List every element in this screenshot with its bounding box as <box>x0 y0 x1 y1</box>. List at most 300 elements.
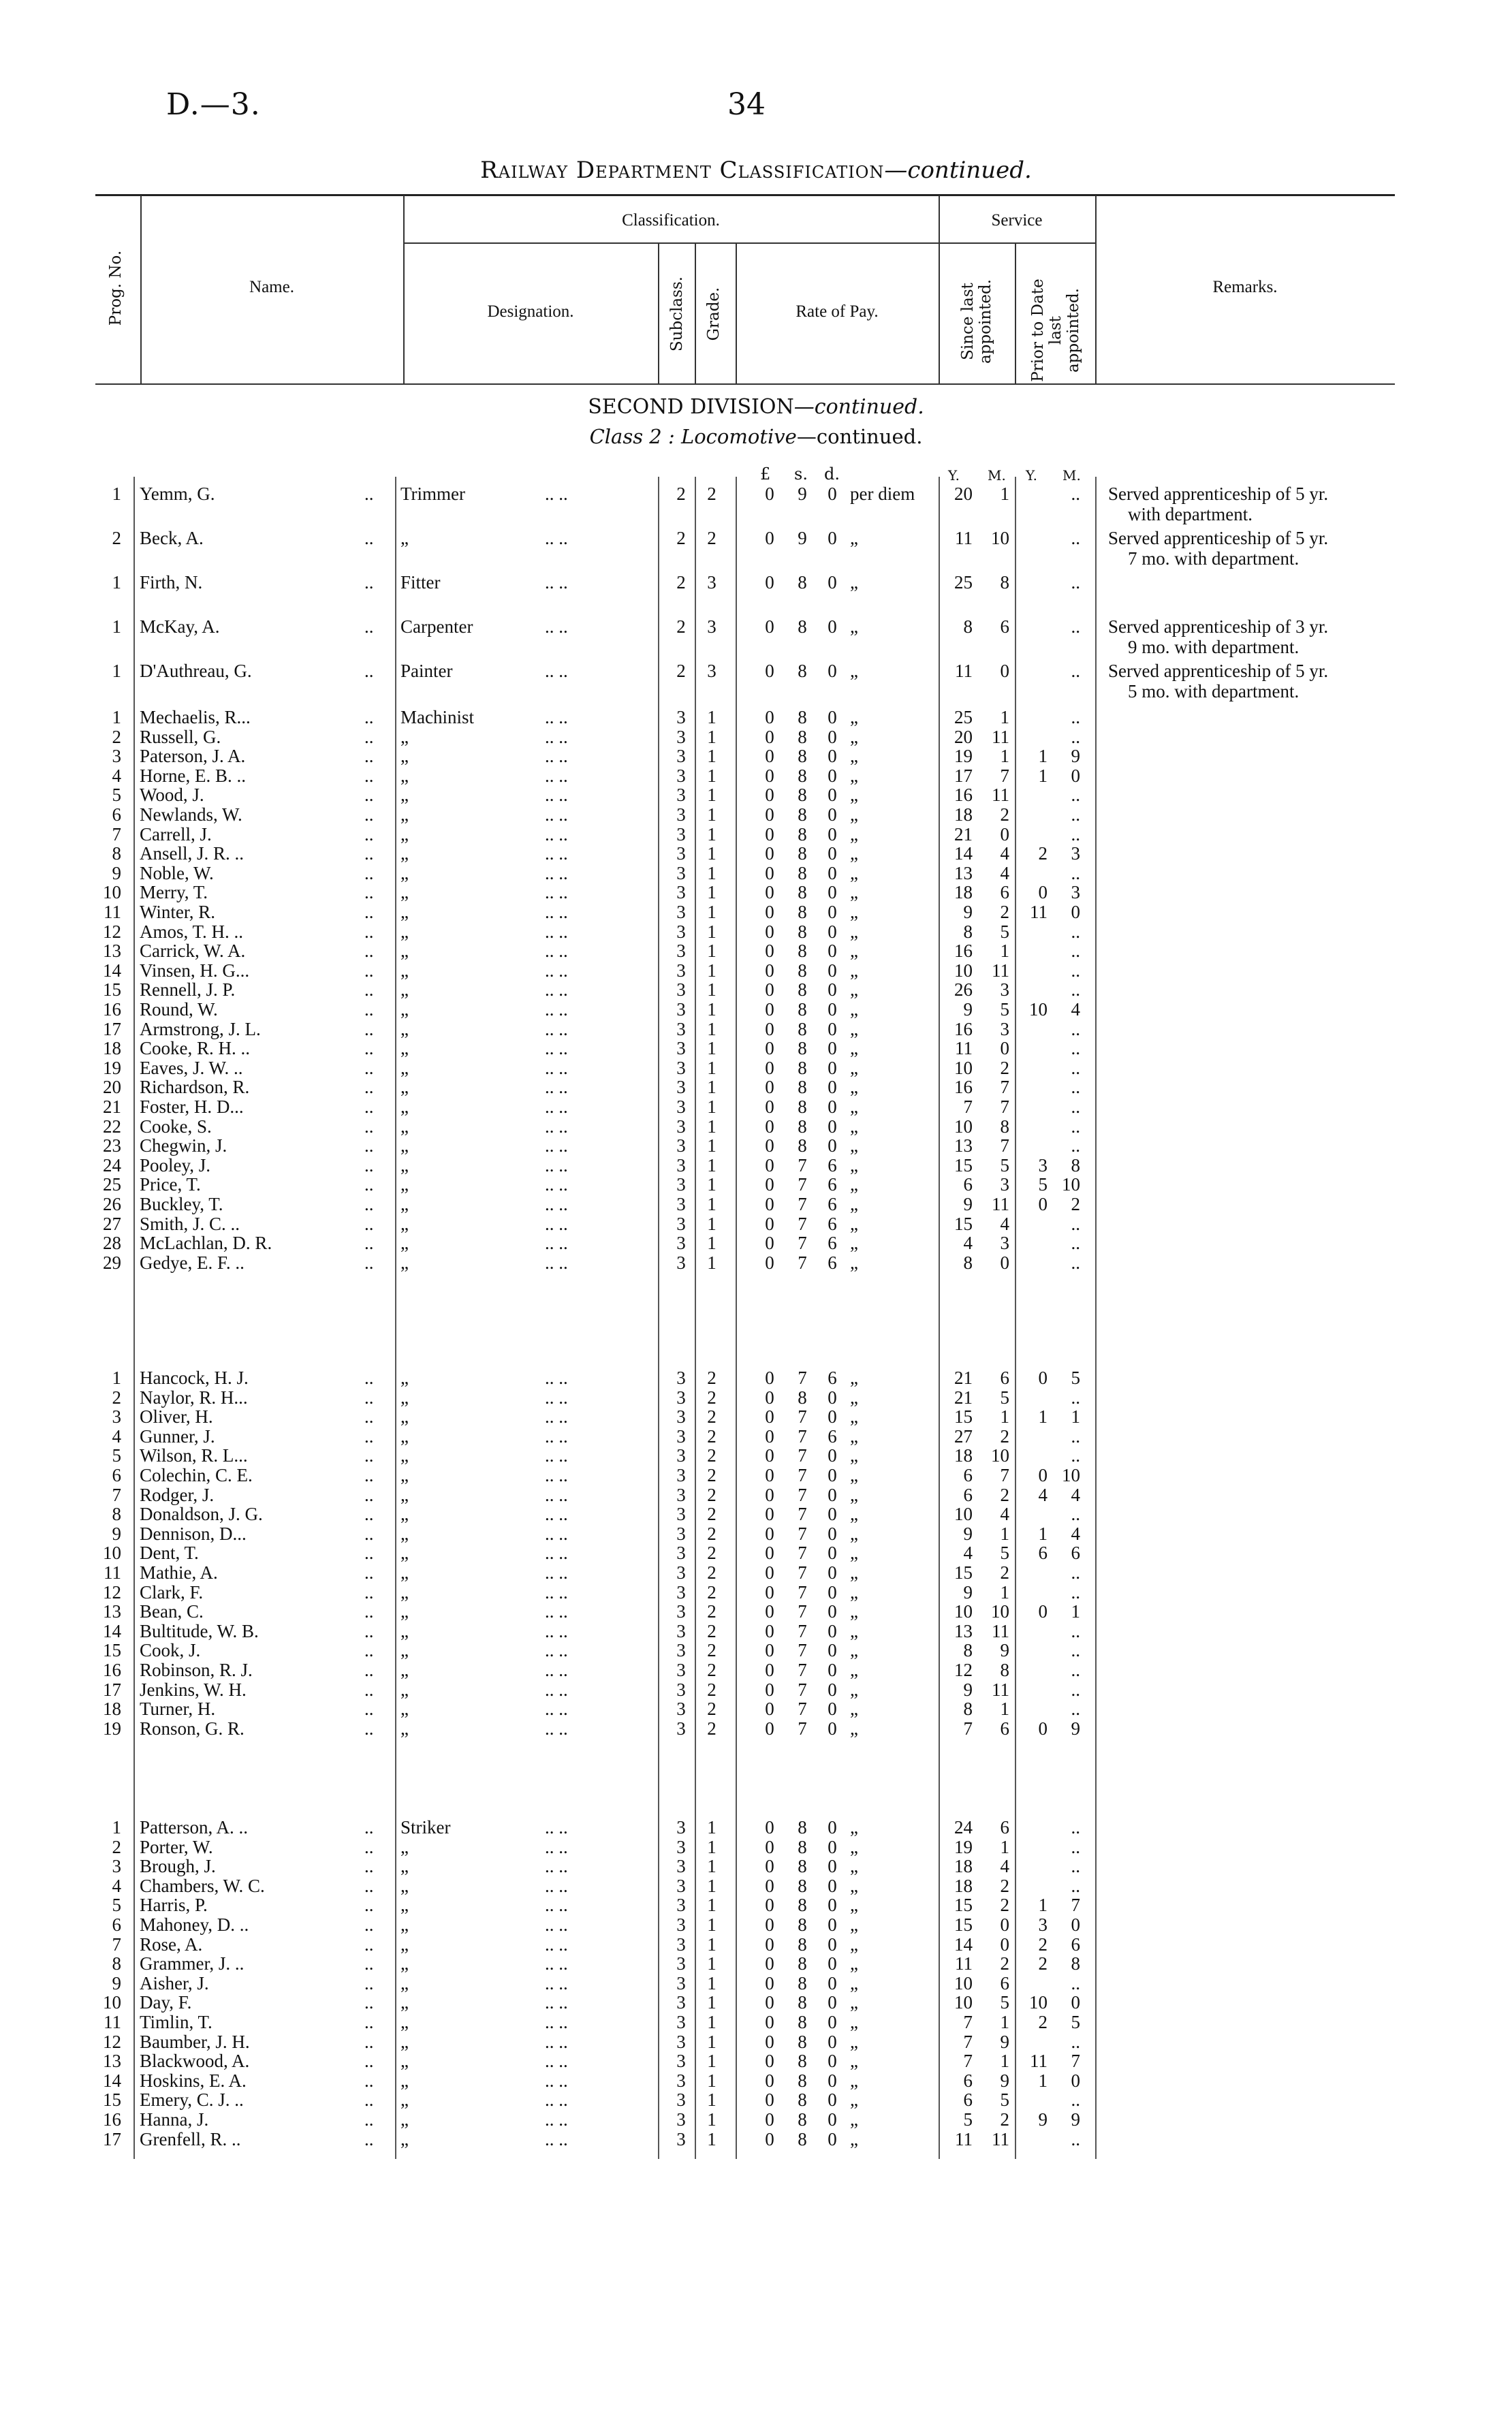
cell-since-years: 16 <box>954 785 973 806</box>
cell-name: Brough, J. <box>140 1856 216 1877</box>
leader-dots: .. <box>364 1057 374 1078</box>
cell-prog-no: 7 <box>112 1934 121 1955</box>
cell-grade: 1 <box>707 1856 716 1877</box>
cell-pay-unit: „ <box>850 1601 858 1622</box>
cell-since-months: 11 <box>992 1679 1009 1700</box>
cell-since-months: 11 <box>992 960 1009 981</box>
cell-prior-years: 3 <box>1038 1914 1048 1935</box>
leader-dots: .. <box>364 823 374 845</box>
cell-prior-months: .. <box>1071 1038 1080 1059</box>
cell-prior-years: 10 <box>1029 1992 1048 2013</box>
cell-prior-months: 9 <box>1071 746 1080 767</box>
cell-subclass: 3 <box>676 1699 686 1720</box>
leader-dots: .. .. <box>545 2070 568 2091</box>
table-row <box>0 1934 1512 1955</box>
cell-remarks: Served apprenticeship of 5 yr. <box>1108 484 1329 504</box>
cell-pay-pounds: 0 <box>765 2031 774 2052</box>
table-row <box>0 1895 1512 1916</box>
leader-dots: .. <box>364 1038 374 1059</box>
cell-prior-months: .. <box>1071 726 1080 747</box>
cell-subclass: 3 <box>676 1581 686 1603</box>
cell-grade: 2 <box>707 1504 716 1525</box>
cell-name: Blackwood, A. <box>140 2051 250 2072</box>
cell-name: Bultitude, W. B. <box>140 1620 259 1641</box>
leader-dots: .. <box>364 2031 374 2052</box>
cell-grade: 1 <box>707 862 716 883</box>
cell-pay-pence: 0 <box>828 1699 837 1720</box>
cell-prior-months: 4 <box>1071 999 1080 1020</box>
cell-remarks: Served apprenticeship of 3 yr. <box>1108 616 1329 637</box>
cell-pay-pence: 0 <box>828 1387 837 1408</box>
leader-dots: .. <box>364 1640 374 1661</box>
cell-since-months: 1 <box>1000 1523 1009 1544</box>
leader-dots: .. .. <box>545 1484 568 1505</box>
table-row <box>0 1582 1512 1603</box>
leader-dots: .. .. <box>545 1562 568 1583</box>
cell-prior-years: 0 <box>1038 1465 1048 1485</box>
cell-grade: 2 <box>707 1679 716 1700</box>
cell-name: Armstrong, J. L. <box>140 1018 261 1039</box>
cell-since-years: 18 <box>954 882 973 903</box>
cell-grade: 1 <box>707 707 716 727</box>
table-row <box>0 1233 1512 1254</box>
cell-pay-pounds: 0 <box>765 1445 774 1466</box>
cell-prior-years: 1 <box>1038 2070 1048 2091</box>
leader-dots: .. .. <box>545 1194 568 1214</box>
cell-since-years: 7 <box>963 2031 973 2052</box>
cell-designation: „ <box>400 1875 409 1896</box>
cell-pay-unit: „ <box>850 960 858 981</box>
leader-dots: .. .. <box>545 1406 568 1428</box>
cell-prior-months: .. <box>1071 1135 1080 1156</box>
cell-since-years: 7 <box>963 1718 973 1739</box>
cell-pay-pounds: 0 <box>765 484 774 504</box>
cell-prog-no: 24 <box>103 1154 121 1176</box>
leader-dots: .. .. <box>545 1425 568 1447</box>
table-row <box>0 616 1512 637</box>
cell-pay-shillings: 8 <box>798 823 807 845</box>
cell-pay-pence: 0 <box>828 1562 837 1583</box>
header-designation: Designation. <box>487 302 574 321</box>
cell-prog-no: 11 <box>104 902 121 922</box>
cell-since-months: 9 <box>1000 2031 1009 2052</box>
cell-prog-no: 15 <box>103 979 121 1000</box>
cell-since-years: 27 <box>954 1425 973 1447</box>
cell-pay-unit: „ <box>850 528 858 548</box>
leader-dots: .. <box>364 1523 374 1544</box>
cell-designation: Carpenter <box>400 616 473 637</box>
cell-since-months: 1 <box>1000 707 1009 727</box>
cell-grade: 2 <box>707 1562 716 1583</box>
leader-dots: .. .. <box>545 1718 568 1739</box>
cell-subclass: 3 <box>676 960 686 981</box>
leader-dots: .. .. <box>545 1601 568 1622</box>
cell-subclass: 3 <box>676 999 686 1020</box>
cell-pay-pounds: 0 <box>765 1097 774 1117</box>
cell-pay-shillings: 9 <box>798 484 807 504</box>
cell-pay-pounds: 0 <box>765 707 774 727</box>
cell-since-years: 25 <box>954 572 973 593</box>
cell-since-years: 8 <box>963 1699 973 1720</box>
cell-since-months: 10 <box>991 1445 1009 1466</box>
cell-pay-shillings: 8 <box>798 2012 807 2032</box>
cell-prog-no: 26 <box>103 1194 121 1214</box>
cell-pay-shillings: 7 <box>798 1581 807 1603</box>
cell-prog-no: 15 <box>103 2089 121 2111</box>
cell-designation: „ <box>400 1992 409 2013</box>
cell-designation: „ <box>400 2012 409 2032</box>
cell-pay-pounds: 0 <box>765 2012 774 2032</box>
cell-prior-months: 7 <box>1071 2051 1080 2072</box>
cell-since-years: 11 <box>955 528 973 548</box>
unit-years-prior: Y. <box>1026 467 1037 484</box>
cell-name: McLachlan, D. R. <box>140 1233 272 1254</box>
cell-pay-pence: 0 <box>828 707 837 727</box>
leader-dots: .. .. <box>545 1953 568 1974</box>
division-title: SECOND DIVISION <box>588 395 794 419</box>
cell-since-years: 11 <box>955 1038 973 1059</box>
table-row <box>0 1543 1512 1564</box>
cell-subclass: 3 <box>676 1135 686 1156</box>
cell-pay-pence: 0 <box>828 2012 837 2032</box>
cell-prog-no: 11 <box>104 1562 121 1583</box>
cell-pay-pounds: 0 <box>765 1368 774 1388</box>
cell-pay-unit: „ <box>850 1018 858 1039</box>
cell-name: Yemm, G. <box>140 484 215 504</box>
cell-name: Colechin, C. E. <box>140 1465 253 1485</box>
cell-designation: „ <box>400 979 409 1000</box>
cell-pay-shillings: 7 <box>798 1368 807 1388</box>
cell-name: Carrell, J. <box>140 823 212 845</box>
table-row <box>0 1992 1512 2013</box>
cell-name: Price, T. <box>140 1174 201 1195</box>
cell-designation: „ <box>400 785 409 806</box>
leader-dots: .. .. <box>545 1972 568 1993</box>
cell-since-years: 7 <box>963 2012 973 2032</box>
leader-dots: .. .. <box>545 921 568 942</box>
cell-since-months: 11 <box>992 785 1009 806</box>
cell-pay-pounds: 0 <box>765 1504 774 1525</box>
cell-prior-months: 0 <box>1071 1914 1080 1935</box>
cell-prior-months: .. <box>1071 1504 1080 1525</box>
cell-since-years: 15 <box>954 1406 973 1428</box>
cell-pay-unit: „ <box>850 1699 858 1720</box>
cell-since-years: 11 <box>955 661 973 681</box>
cell-grade: 1 <box>707 1174 716 1195</box>
cell-pay-unit: „ <box>850 1953 858 1974</box>
cell-remarks: Served apprenticeship of 5 yr. <box>1108 528 1329 548</box>
cell-since-years: 15 <box>954 1562 973 1583</box>
cell-name: Turner, H. <box>140 1699 216 1720</box>
cell-prior-months: .. <box>1071 572 1080 593</box>
cell-prior-months: .. <box>1071 1699 1080 1720</box>
leader-dots: .. .. <box>545 785 568 806</box>
leader-dots: .. .. <box>545 1914 568 1935</box>
cell-pay-pounds: 0 <box>765 1252 774 1273</box>
cell-pay-pence: 0 <box>828 823 837 845</box>
table-row <box>0 785 1512 806</box>
cell-subclass: 3 <box>676 1523 686 1544</box>
cell-designation: „ <box>400 1543 409 1564</box>
cell-name: Grenfell, R. .. <box>140 2128 241 2149</box>
cell-pay-pence: 0 <box>828 1523 837 1544</box>
cell-pay-shillings: 8 <box>798 1817 807 1838</box>
cell-subclass: 3 <box>676 1213 686 1234</box>
cell-prog-no: 2 <box>112 1836 121 1857</box>
cell-pay-pounds: 0 <box>765 1233 774 1254</box>
leader-dots: .. .. <box>545 1581 568 1603</box>
cell-since-years: 17 <box>954 765 973 786</box>
cell-pay-pounds: 0 <box>765 1718 774 1739</box>
cell-designation: „ <box>400 2070 409 2091</box>
leader-dots: .. .. <box>545 823 568 845</box>
cell-pay-unit: „ <box>850 1523 858 1544</box>
leader-dots: .. .. <box>545 902 568 922</box>
cell-name: Donaldson, J. G. <box>140 1504 263 1525</box>
cell-since-months: 2 <box>1000 2109 1009 2130</box>
leader-dots: .. <box>364 1154 374 1176</box>
cell-designation: „ <box>400 999 409 1020</box>
cell-subclass: 3 <box>676 1718 686 1739</box>
cell-since-months: 8 <box>1000 1660 1009 1680</box>
cell-grade: 1 <box>707 1194 716 1214</box>
cell-remarks-continued: 9 mo. with department. <box>1128 637 1300 657</box>
cell-prog-no: 28 <box>103 1233 121 1254</box>
cell-prior-months: 10 <box>1062 1174 1080 1195</box>
cell-designation: „ <box>400 843 409 864</box>
cell-name: Amos, T. H. .. <box>140 921 244 942</box>
cell-subclass: 3 <box>676 1018 686 1039</box>
cell-since-months: 2 <box>1000 1484 1009 1505</box>
cell-pay-unit: „ <box>850 726 858 747</box>
cell-name: Round, W. <box>140 999 218 1020</box>
cell-prog-no: 8 <box>112 1953 121 1974</box>
cell-since-months: 5 <box>1000 999 1009 1020</box>
leader-dots: .. <box>364 707 374 727</box>
leader-dots: .. <box>364 746 374 767</box>
cell-prior-months: 0 <box>1071 2070 1080 2091</box>
cell-prior-months: .. <box>1071 1817 1080 1838</box>
leader-dots: .. .. <box>545 1699 568 1720</box>
cell-prior-months: .. <box>1071 804 1080 825</box>
leader-dots: .. <box>364 1934 374 1955</box>
leader-dots: .. .. <box>545 1233 568 1254</box>
cell-pay-shillings: 8 <box>798 765 807 786</box>
cell-since-years: 21 <box>954 1387 973 1408</box>
cell-pay-unit: „ <box>850 746 858 767</box>
cell-prog-no: 1 <box>112 661 121 681</box>
table-row <box>0 999 1512 1020</box>
cell-prior-months: .. <box>1071 1875 1080 1896</box>
cell-grade: 1 <box>707 1972 716 1993</box>
cell-subclass: 3 <box>676 2012 686 2032</box>
cell-prog-no: 14 <box>103 2070 121 2091</box>
cell-name: Hancock, H. J. <box>140 1368 249 1388</box>
leader-dots: .. <box>364 921 374 942</box>
cell-grade: 1 <box>707 726 716 747</box>
cell-designation: „ <box>400 1368 409 1388</box>
cell-since-months: 6 <box>1000 1718 1009 1739</box>
cell-pay-pence: 0 <box>828 1817 837 1838</box>
cell-since-months: 5 <box>1000 1387 1009 1408</box>
cell-grade: 1 <box>707 1097 716 1117</box>
cell-pay-pence: 0 <box>828 979 837 1000</box>
cell-pay-unit: „ <box>850 902 858 922</box>
cell-prior-years: 2 <box>1038 843 1048 864</box>
cell-pay-shillings: 8 <box>798 843 807 864</box>
cell-grade: 1 <box>707 2109 716 2130</box>
cell-pay-shillings: 8 <box>798 1057 807 1078</box>
cell-since-years: 24 <box>954 1817 973 1838</box>
cell-subclass: 3 <box>676 1601 686 1622</box>
cell-grade: 1 <box>707 2031 716 2052</box>
cell-prior-months: .. <box>1071 1640 1080 1661</box>
cell-grade: 1 <box>707 1953 716 1974</box>
leader-dots: .. <box>364 1406 374 1428</box>
cell-since-months: 11 <box>992 2128 1009 2149</box>
cell-pay-pence: 0 <box>828 1504 837 1525</box>
cell-pay-pence: 0 <box>828 1465 837 1485</box>
cell-grade: 2 <box>707 1699 716 1720</box>
cell-pay-unit: „ <box>850 862 858 883</box>
table-row <box>0 2089 1512 2111</box>
table-row <box>0 1718 1512 1739</box>
cell-pay-unit: „ <box>850 2012 858 2032</box>
cell-pay-pence: 0 <box>828 1406 837 1428</box>
cell-prog-no: 2 <box>112 528 121 548</box>
cell-designation: „ <box>400 1174 409 1195</box>
cell-since-months: 0 <box>1000 1934 1009 1955</box>
leader-dots: .. .. <box>545 1817 568 1838</box>
cell-name: Jenkins, W. H. <box>140 1679 247 1700</box>
cell-prior-months: .. <box>1071 979 1080 1000</box>
cell-grade: 3 <box>707 616 716 637</box>
leader-dots: .. <box>364 1914 374 1935</box>
cell-pay-unit: „ <box>850 1817 858 1838</box>
leader-dots: .. <box>364 960 374 981</box>
cell-since-months: 2 <box>1000 1425 1009 1447</box>
cell-prior-months: .. <box>1071 862 1080 883</box>
cell-prog-no: 17 <box>103 1679 121 1700</box>
cell-since-months: 1 <box>1000 1836 1009 1857</box>
leader-dots: .. <box>364 1718 374 1739</box>
cell-since-months: 6 <box>1000 1817 1009 1838</box>
cell-prior-years: 0 <box>1038 882 1048 903</box>
cell-pay-pounds: 0 <box>765 616 774 637</box>
cell-grade: 2 <box>707 484 716 504</box>
unit-months: M. <box>988 467 1006 484</box>
cell-pay-pence: 0 <box>828 1097 837 1117</box>
cell-subclass: 3 <box>676 1817 686 1838</box>
cell-prior-years: 1 <box>1038 765 1048 786</box>
cell-pay-pence: 0 <box>828 941 837 962</box>
cell-since-months: 1 <box>1000 941 1009 962</box>
cell-name: Patterson, A. .. <box>140 1817 248 1838</box>
cell-designation: „ <box>400 1387 409 1408</box>
leader-dots: .. <box>364 941 374 962</box>
cell-since-years: 9 <box>963 1523 973 1544</box>
table-row <box>0 727 1512 748</box>
cell-pay-pounds: 0 <box>765 2070 774 2091</box>
cell-since-years: 15 <box>954 1154 973 1176</box>
cell-since-months: 2 <box>1000 1875 1009 1896</box>
cell-since-years: 8 <box>963 1640 973 1661</box>
cell-pay-pounds: 0 <box>765 1135 774 1156</box>
cell-prog-no: 23 <box>103 1135 121 1156</box>
cell-pay-pence: 0 <box>828 1972 837 1993</box>
cell-prior-months: 0 <box>1071 1992 1080 2013</box>
table-row <box>0 1953 1512 1974</box>
cell-pay-unit: „ <box>850 1562 858 1583</box>
table-row <box>0 902 1512 923</box>
leader-dots: .. <box>364 843 374 864</box>
cell-pay-shillings: 8 <box>798 785 807 806</box>
cell-prog-no: 8 <box>112 843 121 864</box>
cell-grade: 2 <box>707 1620 716 1641</box>
table-row <box>0 1155 1512 1176</box>
cell-since-months: 3 <box>1000 979 1009 1000</box>
cell-pay-pounds: 0 <box>765 1018 774 1039</box>
leader-dots: .. .. <box>545 746 568 767</box>
cell-prog-no: 5 <box>112 785 121 806</box>
cell-grade: 1 <box>707 1038 716 1059</box>
header-name: Name. <box>249 278 294 296</box>
cell-grade: 1 <box>707 921 716 942</box>
leader-dots: .. <box>364 1895 374 1916</box>
cell-grade: 1 <box>707 785 716 806</box>
cell-pay-shillings: 7 <box>798 1406 807 1428</box>
cell-name: Porter, W. <box>140 1836 213 1857</box>
cell-pay-unit: „ <box>850 1934 858 1955</box>
cell-pay-unit: „ <box>850 1660 858 1680</box>
cell-prior-months: .. <box>1071 1562 1080 1583</box>
cell-since-years: 21 <box>954 823 973 845</box>
leader-dots: .. <box>364 1679 374 1700</box>
leader-dots: .. <box>364 2089 374 2111</box>
cell-prior-months: .. <box>1071 2031 1080 2052</box>
cell-since-years: 19 <box>954 746 973 767</box>
cell-pay-pounds: 0 <box>765 2109 774 2130</box>
cell-since-years: 11 <box>955 2128 973 2149</box>
table-row <box>0 882 1512 903</box>
cell-pay-unit: per diem <box>850 484 915 504</box>
cell-prior-months: .. <box>1071 1116 1080 1137</box>
leader-dots: .. .. <box>545 2128 568 2149</box>
cell-prior-years: 9 <box>1038 2109 1048 2130</box>
cell-pay-pounds: 0 <box>765 528 774 548</box>
cell-pay-shillings: 8 <box>798 1097 807 1117</box>
cell-prog-no: 1 <box>112 484 121 504</box>
cell-pay-pence: 0 <box>828 1836 837 1857</box>
cell-pay-pounds: 0 <box>765 1406 774 1428</box>
cell-since-months: 4 <box>1000 1504 1009 1525</box>
cell-pay-unit: „ <box>850 1097 858 1117</box>
cell-pay-unit: „ <box>850 2128 858 2149</box>
cell-since-years: 9 <box>963 999 973 1020</box>
cell-since-years: 8 <box>963 1252 973 1273</box>
cell-grade: 1 <box>707 1875 716 1896</box>
cell-pay-unit: „ <box>850 1718 858 1739</box>
title-main: Railway Department Classification <box>480 157 885 184</box>
cell-prior-months: .. <box>1071 1679 1080 1700</box>
cell-designation: Fitter <box>400 572 441 593</box>
cell-pay-unit: „ <box>850 1057 858 1078</box>
table-row <box>0 960 1512 981</box>
cell-prog-no: 20 <box>103 1077 121 1098</box>
cell-prior-months: .. <box>1071 1660 1080 1680</box>
cell-subclass: 3 <box>676 1504 686 1525</box>
cell-grade: 1 <box>707 765 716 786</box>
